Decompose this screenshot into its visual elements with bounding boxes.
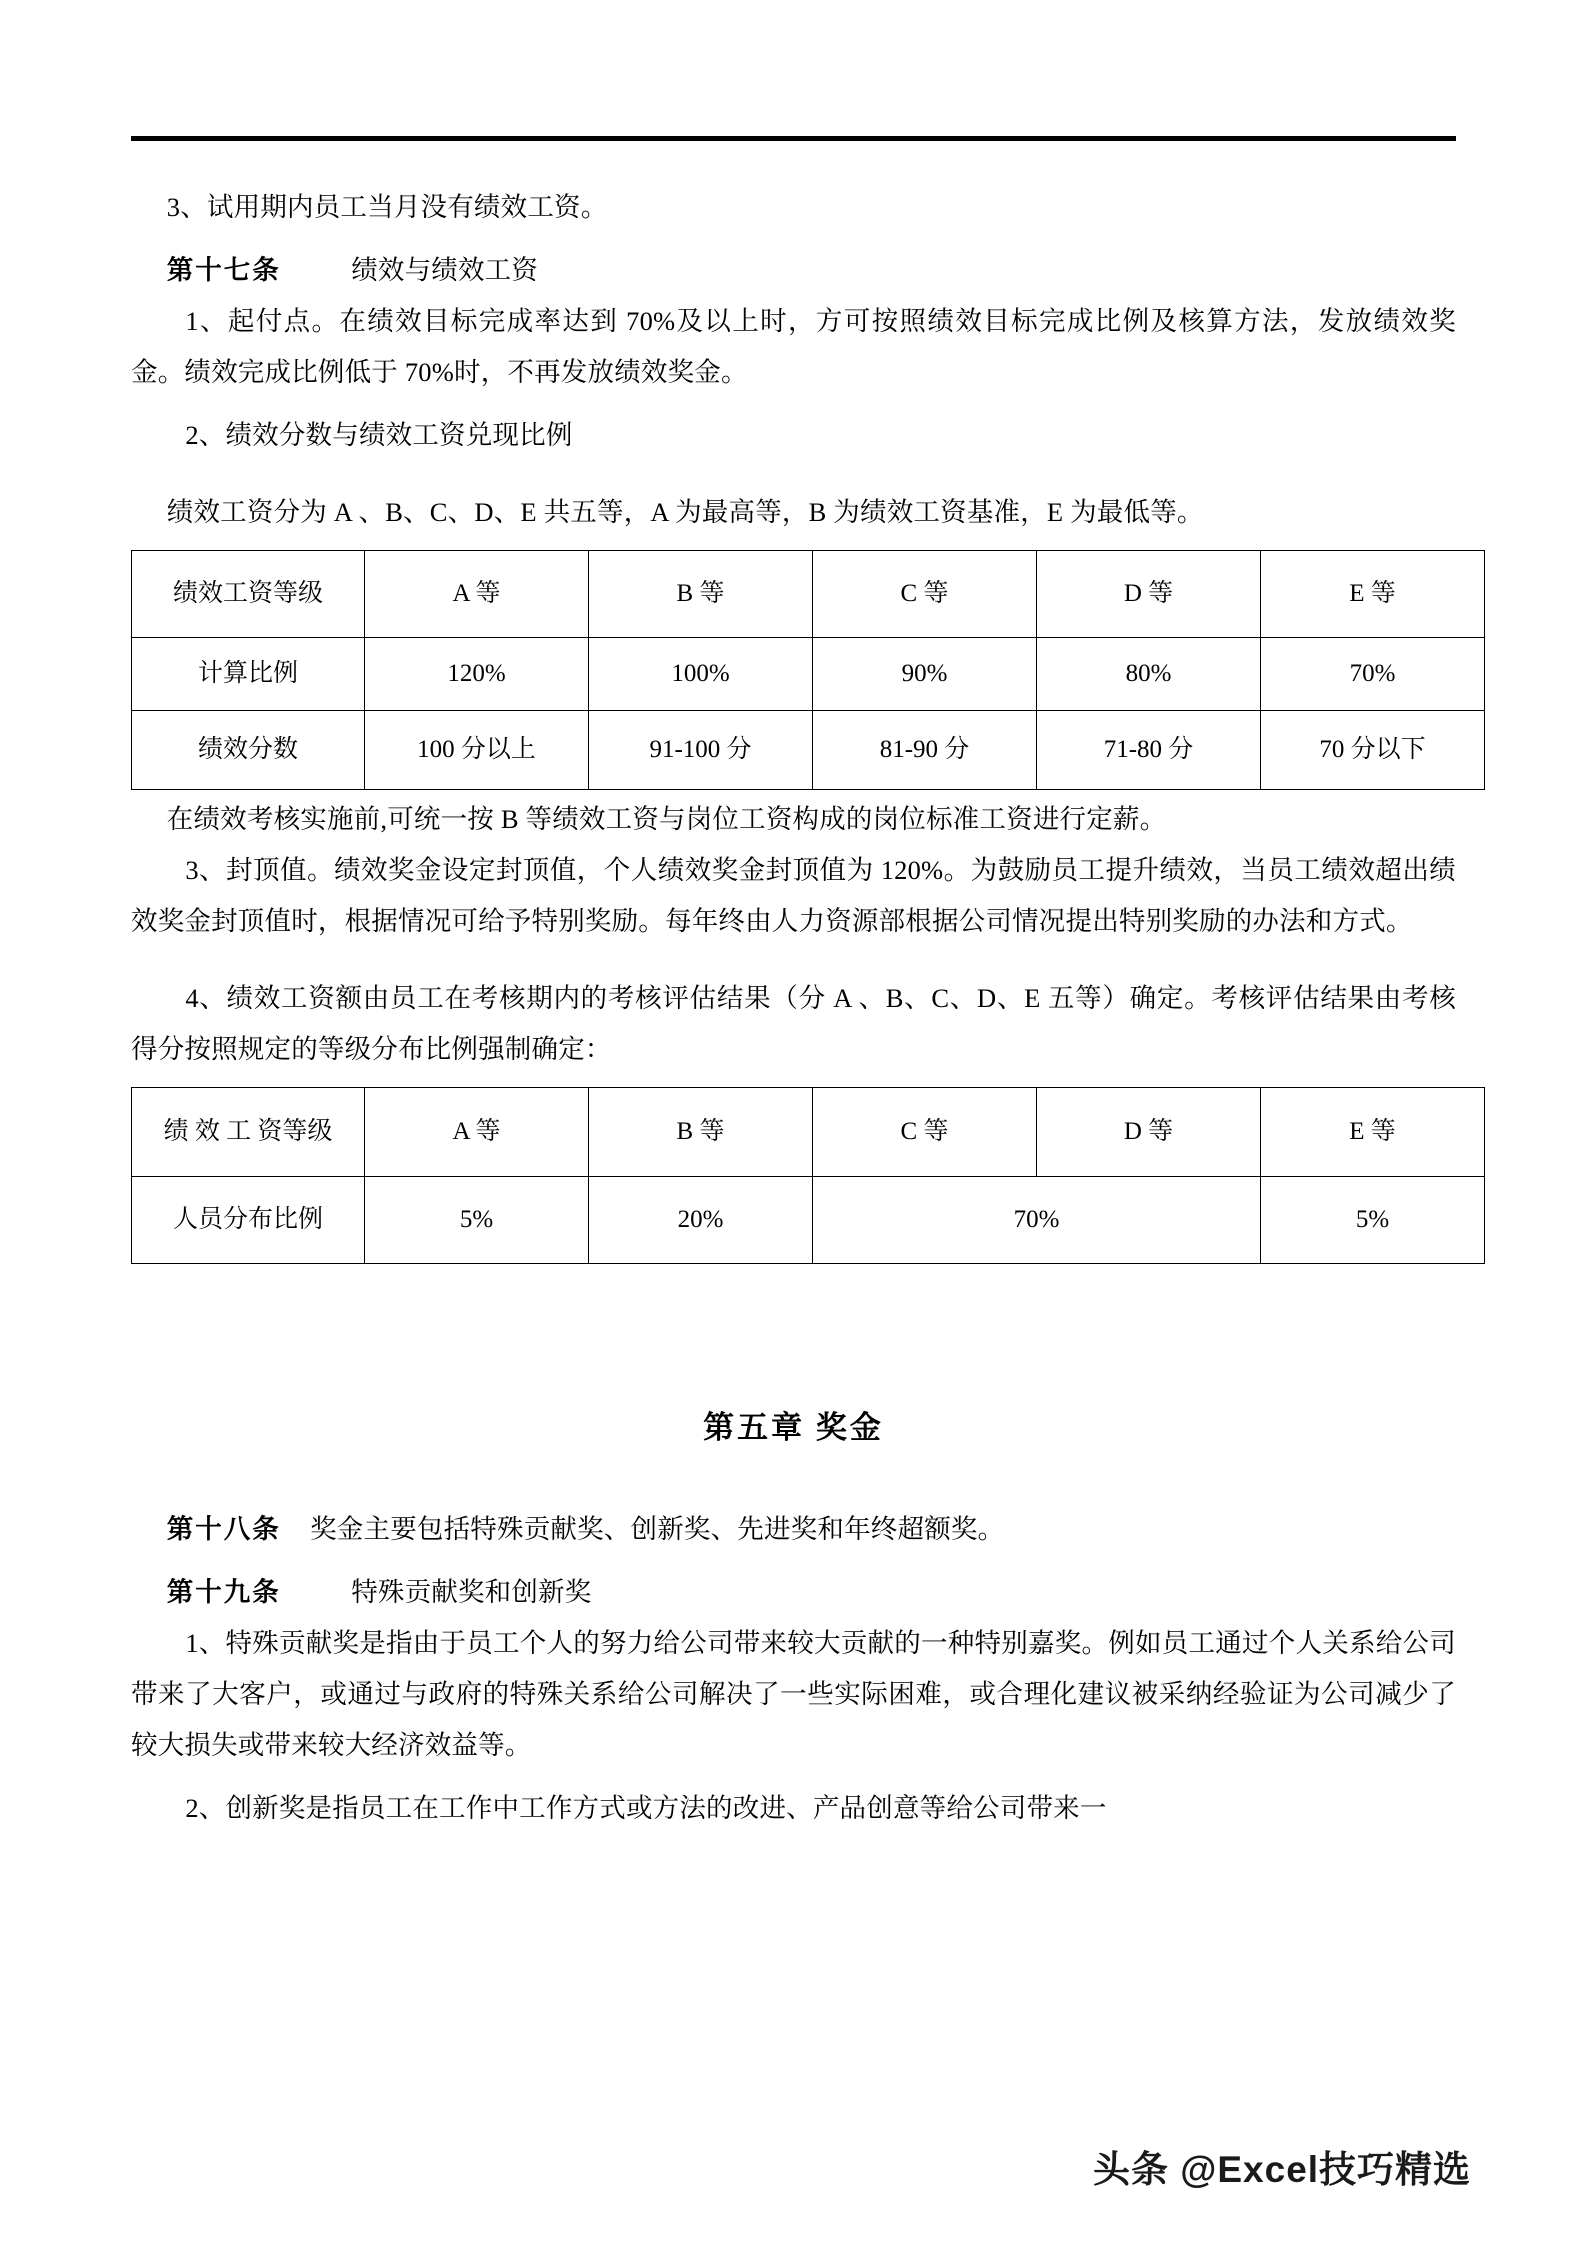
table1-row0-cell-c: C 等	[813, 551, 1037, 638]
table2-row1-header: 人员分布比例	[132, 1177, 365, 1264]
table-row	[132, 638, 1485, 711]
table1-row2-cell-c: 81-90 分	[813, 711, 1037, 790]
article-17-heading	[131, 245, 1456, 296]
table1-row2-cell-b: 91-100 分	[589, 711, 813, 790]
table1-row1-header: 计算比例	[132, 638, 365, 711]
after-table1-note: 在绩效考核实施前,可统一按 B 等绩效工资与岗位工资构成的岗位标准工资进行定薪。	[166, 804, 1167, 834]
table-row	[132, 551, 1485, 638]
table-row	[132, 1177, 1485, 1264]
table-row	[132, 711, 1485, 790]
table2-row1-cell-a: 5%	[365, 1177, 589, 1264]
chapter-5-title: 第五章 奖金	[703, 1410, 884, 1445]
table1-row2-cell-d: 71-80 分	[1037, 711, 1261, 790]
table1-row0-header: 绩效工资等级	[132, 551, 365, 638]
table-row	[132, 1088, 1485, 1177]
table2-row0-cell-a: A 等	[365, 1088, 589, 1177]
table2-row0-cell-b: B 等	[589, 1088, 813, 1177]
table2-row0-header: 绩 效 工 资等级	[132, 1088, 365, 1177]
table1-row2-cell-a: 100 分以上	[365, 711, 589, 790]
article-17-title: 绩效与绩效工资	[351, 255, 539, 285]
article-19-heading	[131, 1567, 1456, 1618]
article-17-item-4: 4、绩效工资额由员工在考核期内的考核评估结果（分 A 、B、C、D、E 五等）确定。考核评估结果由考核得分按照规定的等级分布比例强制确定：	[131, 983, 1456, 1064]
table1-row1-cell-b: 100%	[589, 638, 813, 711]
table2-row0-cell-d: D 等	[1037, 1088, 1261, 1177]
headcount-distribution-table	[131, 1087, 1485, 1264]
article-19-title: 特殊贡献奖和创新奖	[351, 1577, 592, 1607]
performance-grade-table	[131, 550, 1485, 790]
article-17-item-3: 3、封顶值。绩效奖金设定封顶值，个人绩效奖金封顶值为 120%。为鼓励员工提升绩效，当员工绩效超出绩效奖金封顶值时，根据情况可给予特别奖励。每年终由人力资源部根据公司情况提出特别奖励的办法和方式。	[131, 855, 1456, 936]
header-rule	[131, 136, 1456, 141]
table1-row1-cell-d: 80%	[1037, 638, 1261, 711]
footer-watermark: 头条 @Excel技巧精选	[1093, 2149, 1472, 2190]
table2-row1-cell-cd: 70%	[813, 1177, 1261, 1264]
table1-row2-header: 绩效分数	[132, 711, 365, 790]
table1-row0-cell-e: E 等	[1261, 551, 1485, 638]
table1-row0-cell-d: D 等	[1037, 551, 1261, 638]
table1-row1-cell-c: 90%	[813, 638, 1037, 711]
article-17-item-1: 1、起付点。在绩效目标完成率达到 70%及以上时，方可按照绩效目标完成比例及核算方法，发放绩效奖金。绩效完成比例低于 70%时，不再发放绩效奖金。	[131, 306, 1456, 387]
article-19-label: 第十九条	[166, 1577, 281, 1607]
article-18-heading	[131, 1504, 1456, 1555]
article-19-item-2: 2、创新奖是指员工在工作中工作方式或方法的改进、产品创意等给公司带来一	[185, 1793, 1107, 1823]
article-18-title: 奖金主要包括特殊贡献奖、创新奖、先进奖和年终超额奖。	[310, 1514, 1005, 1544]
table2-row1-cell-b: 20%	[589, 1177, 813, 1264]
article-17-item-2: 2、绩效分数与绩效工资兑现比例	[185, 420, 573, 450]
table1-row1-cell-e: 70%	[1261, 638, 1485, 711]
table1-row1-cell-a: 120%	[365, 638, 589, 711]
table1-row0-cell-a: A 等	[365, 551, 589, 638]
article-17-label: 第十七条	[166, 255, 281, 285]
document-body	[131, 182, 1456, 1834]
paragraph-probation: 3、试用期内员工当月没有绩效工资。	[166, 192, 608, 222]
table2-row0-cell-c: C 等	[813, 1088, 1037, 1177]
table1-intro: 绩效工资分为 A 、B、C、D、E 共五等，A 为最高等，B 为绩效工资基准，E 为最低等。	[166, 497, 1204, 527]
article-18-label: 第十八条	[166, 1514, 281, 1544]
table2-row0-cell-e: E 等	[1261, 1088, 1485, 1177]
table2-row1-cell-e: 5%	[1261, 1177, 1485, 1264]
table1-row0-cell-b: B 等	[589, 551, 813, 638]
table1-row2-cell-e: 70 分以下	[1261, 711, 1485, 790]
article-19-item-1: 1、特殊贡献奖是指由于员工个人的努力给公司带来较大贡献的一种特别嘉奖。例如员工通过个人关系给公司带来了大客户，或通过与政府的特殊关系给公司解决了一些实际困难，或合理化建议被采纳经验证为公司减少了较大损失或带来较大经济效益等。	[131, 1628, 1456, 1760]
